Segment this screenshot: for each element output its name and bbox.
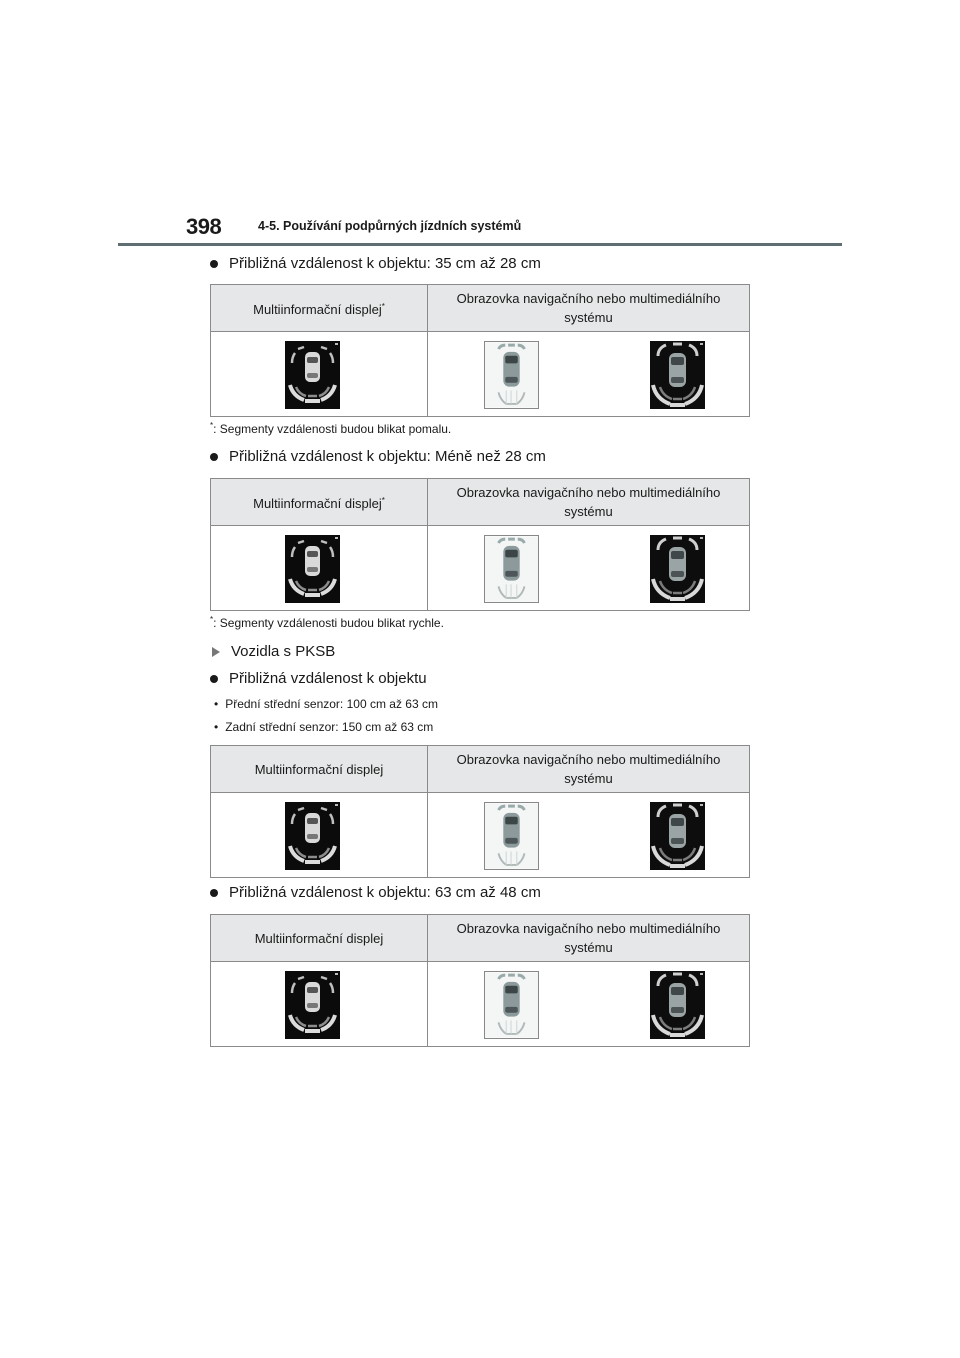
footnote: *: Segmenty vzdálenosti budou blikat rychle. [210,615,444,630]
heading-63-48cm [210,884,541,901]
table-cell [428,332,750,417]
bullet-icon [210,675,218,683]
heading-text: Přibližná vzdálenost k objektu: Méně než 28 cm [229,448,546,465]
table-cell [428,793,750,878]
navigation-screen-image [484,802,539,870]
triangle-bullet-icon [212,647,220,657]
table-cell [428,962,750,1047]
bullet-icon [210,260,218,268]
footnote: *: Segmenty vzdálenosti budou blikat pomalu. [210,421,452,436]
multimedia-screen-image [650,971,705,1039]
display-table [210,284,750,417]
heading-text: Přibližná vzdálenost k objektu: 35 cm až 28 cm [229,255,541,272]
heading-pksb [210,643,335,660]
bullet-icon [210,453,218,461]
multi-info-display-image [285,341,340,409]
multi-info-display-image [285,971,340,1039]
navigation-screen-image [484,535,539,603]
multi-info-display-image [285,535,340,603]
multimedia-screen-image [650,535,705,603]
header-divider [118,243,842,246]
heading-35-28cm [210,255,541,272]
page-number: 398 [186,214,222,239]
display-table [210,914,750,1047]
table-header-multiinfo: Multiinformační displej [211,746,428,793]
table-header-nav: Obrazovka navigačního nebo multimediálního systému [428,915,750,962]
list-item: • Zadní střední senzor: 150 cm až 63 cm [214,720,434,734]
section-title: 4-5. Používání podpůrných jízdních systémů [258,219,522,233]
heading-under-28cm [210,448,546,465]
list-item: • Přední střední senzor: 100 cm až 63 cm [214,697,438,711]
display-table [210,478,750,611]
navigation-screen-image [484,971,539,1039]
table-header-nav: Obrazovka navigačního nebo multimediálního systému [428,746,750,793]
table-header-nav: Obrazovka navigačního nebo multimediálního systému [428,285,750,332]
display-table [210,745,750,878]
multimedia-screen-image [650,802,705,870]
table-cell [428,526,750,611]
table-cell [211,526,428,611]
multi-info-display-image [285,802,340,870]
table-cell [211,962,428,1047]
table-cell [211,793,428,878]
table-header-multiinfo: Multiinformační displej [211,915,428,962]
table-cell [211,332,428,417]
heading-text: Vozidla s PKSB [231,643,336,660]
table-header-nav: Obrazovka navigačního nebo multimediálního systému [428,479,750,526]
bullet-icon [210,889,218,897]
multimedia-screen-image [650,341,705,409]
heading-distance [210,670,427,687]
heading-text: Přibližná vzdálenost k objektu: 63 cm až 48 cm [229,884,541,901]
table-header-multiinfo: Multiinformační displej* [211,285,428,332]
heading-text: Přibližná vzdálenost k objektu [229,670,427,687]
table-header-multiinfo: Multiinformační displej* [211,479,428,526]
navigation-screen-image [484,341,539,409]
